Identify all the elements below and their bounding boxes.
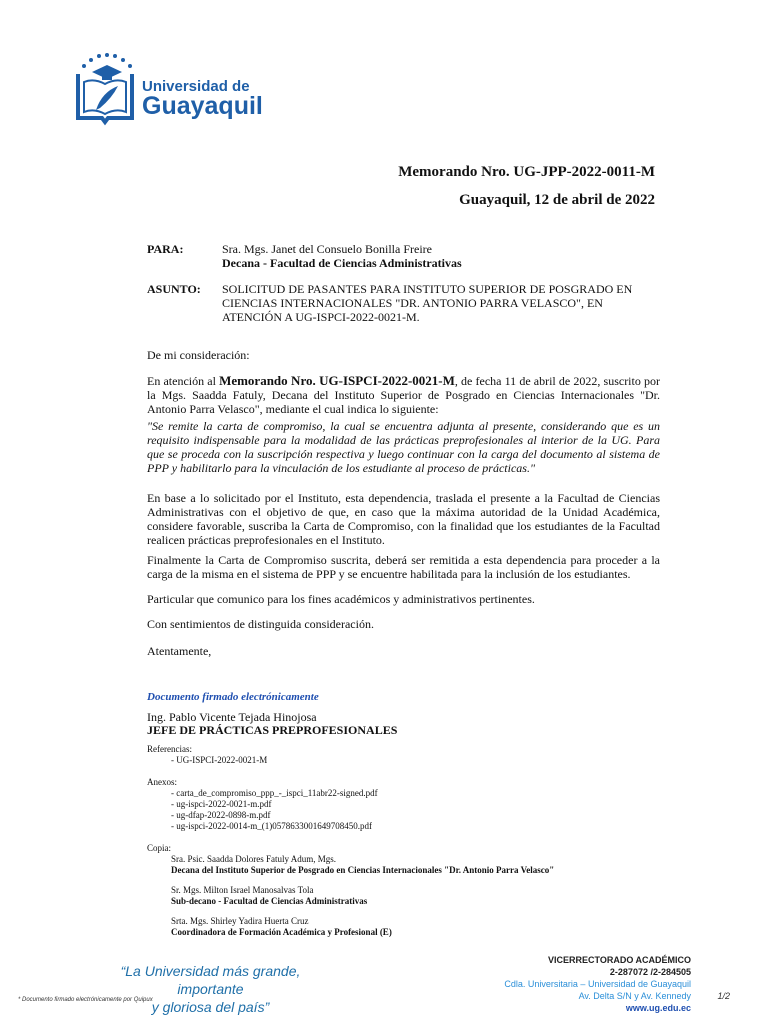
referencias-label: Referencias:	[147, 744, 192, 754]
recipient-name: Sra. Mgs. Janet del Consuelo Bonilla Freire	[222, 242, 432, 256]
anexo-item: - ug-ispci-2022-0021-m.pdf	[171, 799, 272, 809]
referencia-item: - UG-ISPCI-2022-0021-M	[171, 755, 268, 765]
footer-website-link[interactable]: www.ug.edu.ec	[625, 1003, 691, 1013]
p1-memo-ref: Memorando Nro. UG-ISPCI-2022-0021-M	[219, 373, 455, 388]
paragraph-3: Finalmente la Carta de Compromiso suscrita, deberá ser remitida a esta dependencia para proceder a la carga de la misma en el sistema de PPP y se encuentre habilitada para la inclusión de los estudiantes.	[147, 553, 660, 581]
footer-address2: Av. Delta S/N y Av. Kennedy	[578, 991, 691, 1001]
copia-block	[147, 843, 554, 938]
anexos-label: Anexos:	[147, 777, 177, 787]
copia-name: Sr. Mgs. Milton Israel Manosalvas Tola	[171, 885, 314, 895]
paragraph-5: Con sentimientos de distinguida consideración.	[147, 617, 374, 631]
paragraph-2: En base a lo solicitado por el Instituto, esta dependencia, traslada el presente a la Facultad de Ciencias Administrativas con el objetivo de que, en caso que la máxima autoridad de la Unidad Académica, considere favorable, suscriba la Carta de Compromiso, con la finalidad que los estudiantes de la Facultad realicen prácticas preprofesionales en el Instituto.	[147, 491, 660, 547]
anexo-item: - ug-dfap-2022-0898-m.pdf	[171, 810, 271, 820]
signer-name: Ing. Pablo Vicente Tejada Hinojosa	[147, 710, 317, 724]
closing: Atentamente,	[147, 644, 212, 658]
slogan-line1: “La Universidad más grande, importante	[120, 963, 301, 997]
memo-date: Guayaquil, 12 de abril de 2022	[459, 192, 655, 208]
paragraph-4: Particular que comunico para los fines académicos y administrativos pertinentes.	[147, 592, 535, 606]
paragraph-1	[147, 374, 660, 416]
asunto-text: SOLICITUD DE PASANTES PARA INSTITUTO SUPERIOR DE POSGRADO EN CIENCIAS INTERNACIONALES "DR. ANTONIO PARRA VELASCO", EN ATENCIÓN A UG-ISPCI-2022-0021-M.	[222, 282, 633, 324]
anexo-item: - carta_de_compromiso_ppp_-_ispci_11abr22-signed.pdf	[171, 788, 378, 798]
quoted-text: "Se remite la carta de compromiso, la cual se encuentra adjunta al presente, considerando que es un requisito indispensable para la modalidad de las prácticas preprofesionales al interior de la UG. Para que se proceda con la suscripción respectiva y luego continuar con la carga del documento al sistema de PPP y habilitarlo para la vinculación de los estudiante al proceso de prácticas."	[147, 419, 660, 475]
brand-line2: Guayaquil	[142, 92, 263, 120]
university-logo	[72, 48, 263, 126]
signer-title: JEFE DE PRÁCTICAS PREPROFESIONALES	[147, 723, 398, 737]
recipient-role: Decana - Facultad de Ciencias Administrativas	[222, 256, 462, 270]
copia-role: Decana del Instituto Superior de Posgrado en Ciencias Internacionales "Dr. Antonio Parra Velasco"	[171, 865, 555, 875]
p1-post: , de fecha 11 de abril de 2022, suscrito por la Mgs. Saadda Fatuly, Decana del Instituto Superior de Posgrado en Ciencias Internacionales "Dr. Antonio Parra Velasco", mediante el cual indica lo siguiente:	[147, 374, 660, 416]
memo-number: Memorando Nro. UG-JPP-2022-0011-M	[398, 164, 655, 180]
electronic-signature-note: Documento firmado electrónicamente	[147, 691, 319, 703]
slogan-line2: y gloriosa del país”	[151, 999, 270, 1015]
brand-line1: Universidad de	[142, 78, 250, 95]
copia-name: Sra. Psic. Saadda Dolores Fatuly Adum, Mgs.	[171, 854, 336, 864]
copia-label: Copia:	[147, 843, 171, 853]
anexos-block	[147, 777, 378, 832]
footer-phones: 2-287072 /2-284505	[609, 967, 691, 977]
signer-block	[147, 711, 397, 737]
para-label: PARA:	[147, 242, 184, 256]
footer-slogan	[88, 962, 333, 1016]
greeting: De mi consideración:	[147, 348, 250, 362]
copia-role: Coordinadora de Formación Académica y Profesional (E)	[171, 927, 392, 937]
copia-name: Srta. Mgs. Shirley Yadira Huerta Cruz	[171, 916, 309, 926]
anexo-item: - ug-ispci-2022-0014-m_(1)0578633001649708450.pdf	[171, 821, 372, 831]
footer-address1: Cdla. Universitaria – Universidad de Guayaquil	[504, 979, 691, 989]
university-emblem-icon	[72, 52, 138, 126]
p1-pre: En atención al	[147, 374, 220, 388]
copia-role: Sub-decano - Facultad de Ciencias Administrativas	[171, 896, 368, 906]
page-number: 1/2	[717, 991, 730, 1001]
footnote: * Documento firmado electrónicamente por Quipux	[18, 997, 153, 1003]
footer-contact	[504, 954, 691, 1014]
asunto-label: ASUNTO:	[147, 282, 201, 296]
para-recipient	[222, 242, 662, 270]
referencias-block	[147, 744, 267, 766]
footer-office: VICERRECTORADO ACADÉMICO	[547, 955, 691, 965]
